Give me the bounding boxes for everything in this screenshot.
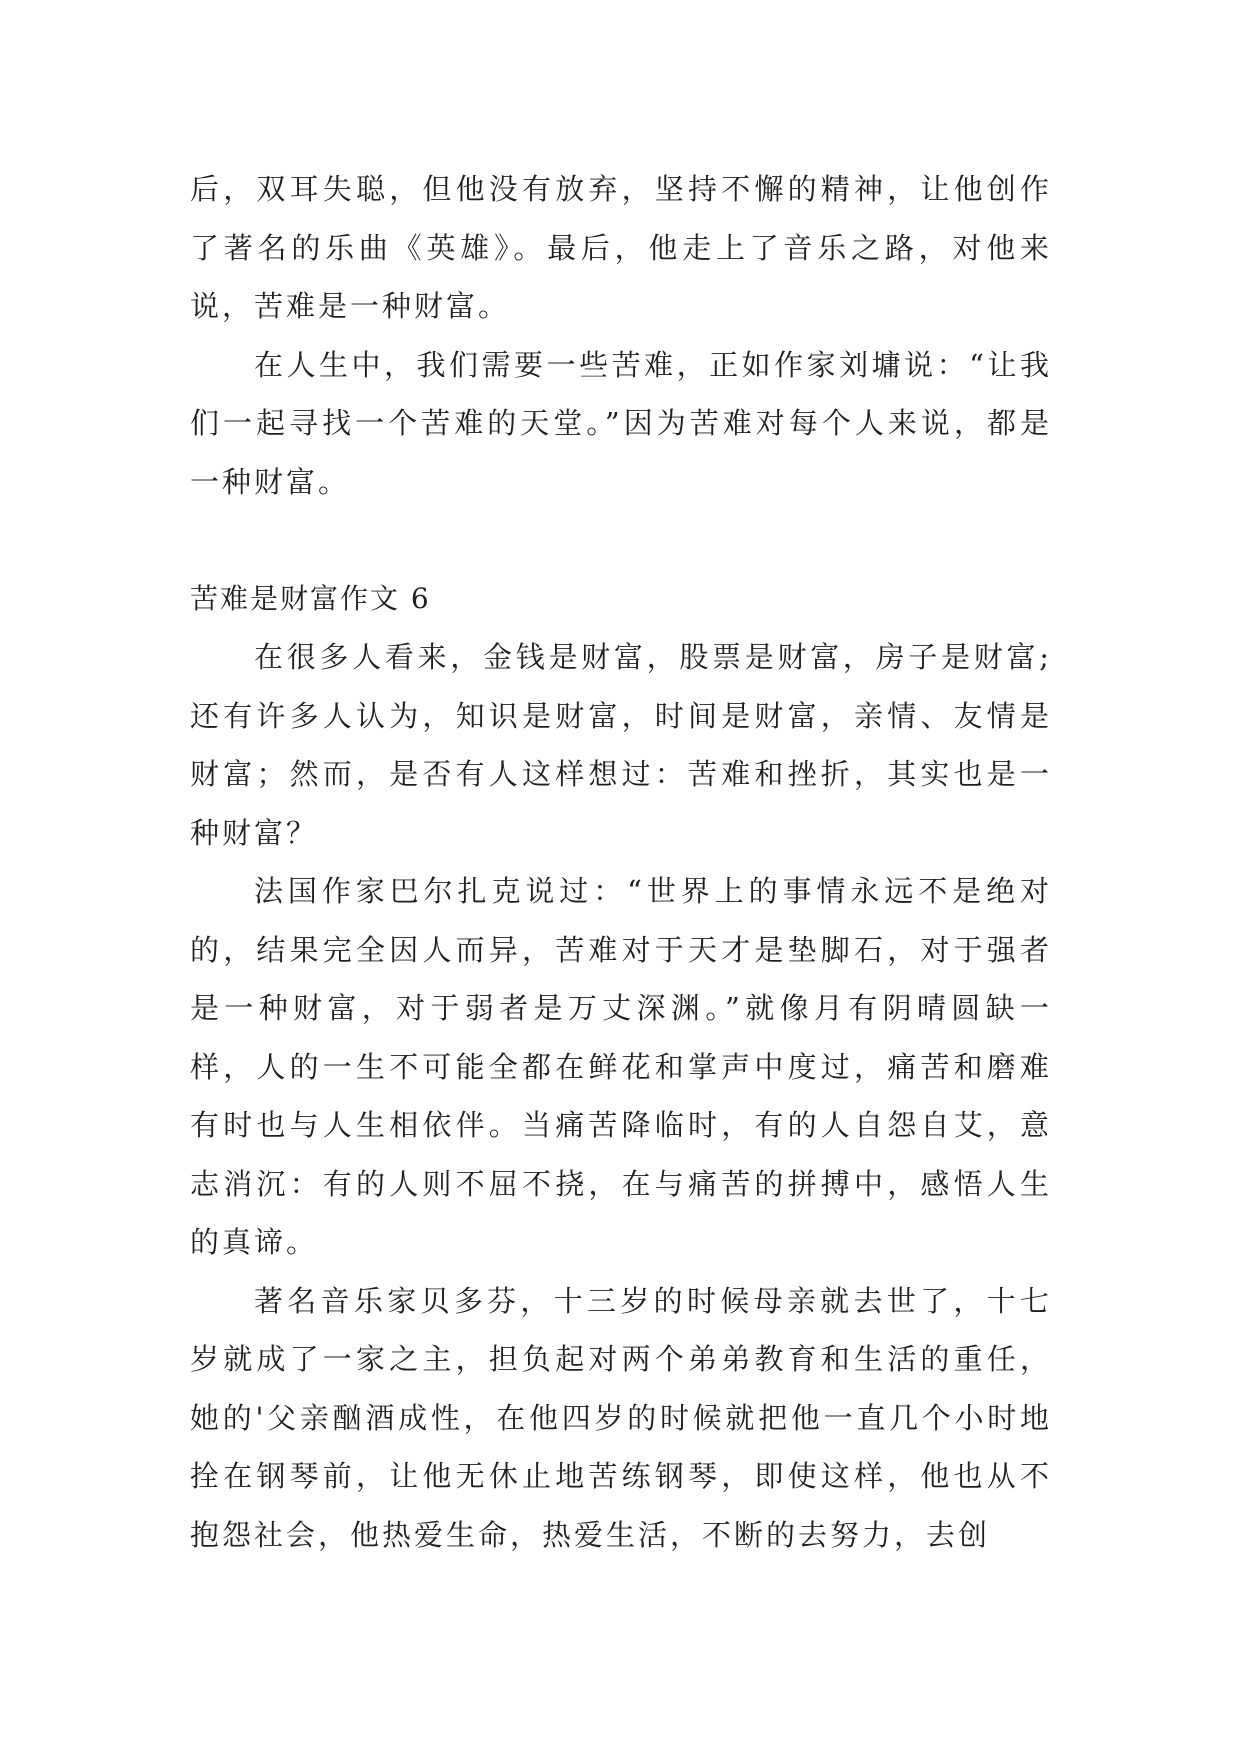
- paragraph-continuation: 后，双耳失聪，但他没有放弃，坚持不懈的精神，让他创作了著名的乐曲《英雄》。最后，他走上了音乐之路，对他来说，苦难是一种财富。: [190, 172, 1052, 323]
- paragraph-balzac-quote: 法国作家巴尔扎克说过：“世界上的事情永远不是绝对的，结果完全因人而异，苦难对于天才是垫脚石，对于强者是一种财富，对于弱者是万丈深渊。”就像月有阴晴圆缺一样，人的一生不可能全都在鲜花和掌声中度过，痛苦和磨难有时也与人生相依伴。当痛苦降临时，有的人自怨自艾，意志消沉：有的人则不屈不挠，在与痛苦的拼搏中，感悟人生的真谛。: [190, 874, 1052, 1259]
- paragraph-quote-liu-yong: 在人生中，我们需要一些苦难，正如作家刘墉说：“让我们一起寻找一个苦难的天堂。”因为苦难对每个人来说，都是一种财富。: [190, 347, 1052, 499]
- paragraph-beethoven: 著名音乐家贝多芬，十三岁的时候母亲就去世了，十七岁就成了一家之主，担负起对两个弟弟教育和生活的重任，她的'父亲酗酒成性，在他四岁的时候就把他一直几个小时地拴在钢琴前，让他无休止地苦练钢琴，即使这样，他也从不抱怨社会，他热爱生命，热爱生活，不断的去努力，去创: [190, 1283, 1052, 1552]
- document-body: [190, 160, 1052, 1564]
- paragraph-wealth-intro: 在很多人看来，金钱是财富，股票是财富，房子是财富;还有许多人认为，知识是财富，时间是财富，亲情、友情是财富；然而，是否有人这样想过：苦难和挫折，其实也是一种财富？: [190, 640, 1052, 850]
- section-title: 苦难是财富作文 6: [190, 582, 431, 615]
